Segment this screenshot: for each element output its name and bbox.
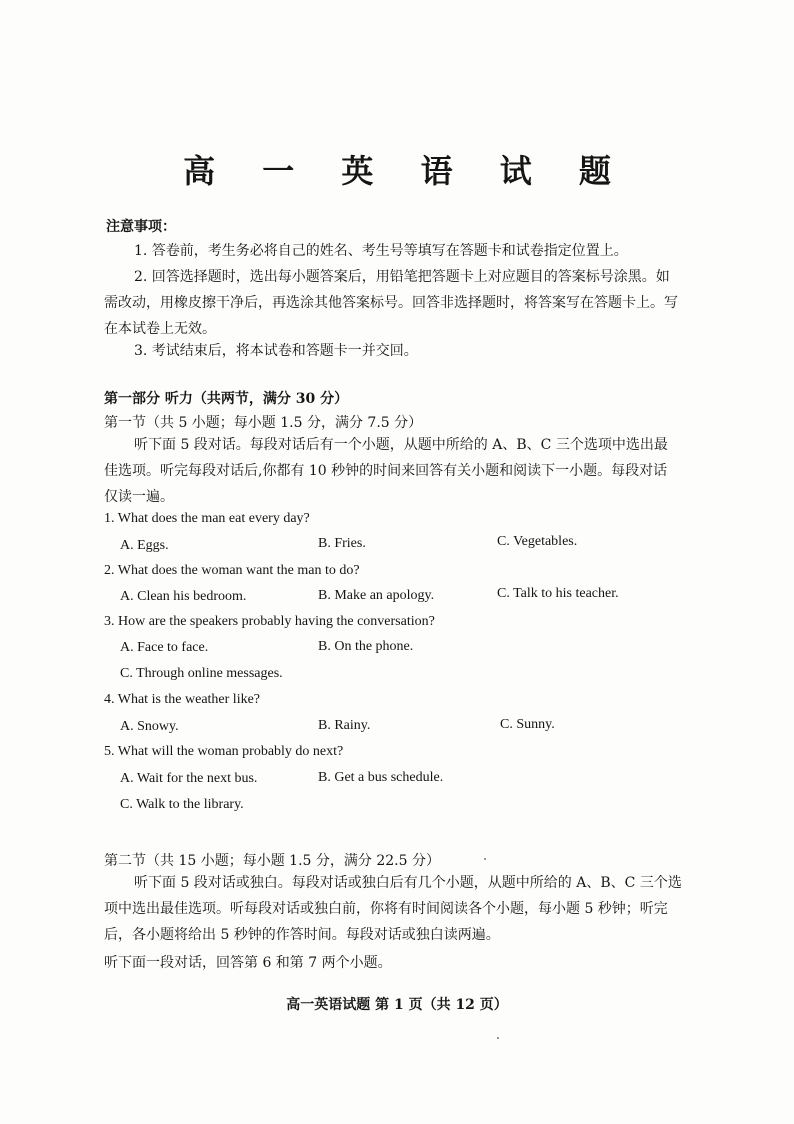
- q3-option-a: A. Face to face.: [120, 640, 209, 655]
- question-1: 1. What does the man eat every day?: [104, 511, 310, 526]
- q2-option-b: B. Make an apology.: [318, 588, 435, 603]
- section2-instructions: 听下面 5 段对话或独白。每段对话或独白后有几个小题，从题中所给的 A、B、C 三个选项中选出最佳选项。听每段对话或独白前，你将有时间阅读各个小题，每小题 5 秒钟；听完后，各小题将给出 5 秒钟的作答时间。每段对话或独白读两遍。: [104, 875, 682, 943]
- q3-option-b: B. On the phone.: [318, 639, 414, 654]
- page-footer: 高一英语试题 第 1 页（共 12 页）: [286, 997, 508, 1013]
- scan-speck: [497, 1037, 499, 1039]
- q1-option-c: C. Vegetables.: [497, 534, 578, 549]
- question-5: 5. What will the woman probably do next?: [104, 744, 344, 759]
- q1-option-b: B. Fries.: [318, 536, 366, 551]
- notice-item-2: 2. 回答选择题时，选出每小题答案后，用铅笔把答题卡上对应题目的答案标号涂黑。如需改动，用橡皮擦干净后，再选涂其他答案标号。回答非选择题时，将答案写在答题卡上。写在本试卷上无效。: [104, 269, 678, 337]
- q2-option-a: A. Clean his bedroom.: [120, 589, 247, 604]
- section1-instructions: 听下面 5 段对话。每段对话后有一个小题，从题中所给的 A、B、C 三个选项中选出最佳选项。听完每段对话后,你都有 10 秒钟的时间来回答有关小题和阅读下一小题。每段对话仅读一遍。: [104, 437, 668, 505]
- question-4: 4. What is the weather like?: [104, 692, 261, 707]
- q5-option-a: A. Wait for the next bus.: [120, 771, 258, 786]
- scan-speck: [484, 858, 486, 860]
- section1-heading: 第一节（共 5 小题；每小题 1.5 分，满分 7.5 分）: [104, 415, 423, 431]
- notice-item-3: 3. 考试结束后，将本试卷和答题卡一并交回。: [134, 343, 418, 359]
- notice-heading: 注意事项：: [106, 219, 176, 235]
- q4-option-c: C. Sunny.: [500, 717, 555, 732]
- q5-option-b: B. Get a bus schedule.: [318, 770, 444, 785]
- q2-option-c: C. Talk to his teacher.: [497, 586, 619, 601]
- notice-item-1: 1. 答卷前，考生务必将自己的姓名、考生号等填写在答题卡和试卷指定位置上。: [134, 243, 628, 259]
- section2-heading: 第二节（共 15 小题；每小题 1.5 分，满分 22.5 分）: [104, 853, 440, 869]
- q3-option-c: C. Through online messages.: [120, 666, 283, 681]
- section2-next: 听下面一段对话，回答第 6 和第 7 两个小题。: [104, 955, 392, 971]
- q4-option-b: B. Rainy.: [318, 718, 371, 733]
- q1-option-a: A. Eggs.: [120, 538, 169, 553]
- question-2: 2. What does the woman want the man to do?: [104, 563, 360, 578]
- question-3: 3. How are the speakers probably having the conversation?: [104, 614, 435, 629]
- q4-option-a: A. Snowy.: [120, 719, 179, 734]
- page-title: 高 一 英 语 试 题: [183, 152, 629, 190]
- q5-option-c: C. Walk to the library.: [120, 797, 244, 812]
- part1-heading: 第一部分 听力（共两节，满分 30 分）: [104, 391, 349, 407]
